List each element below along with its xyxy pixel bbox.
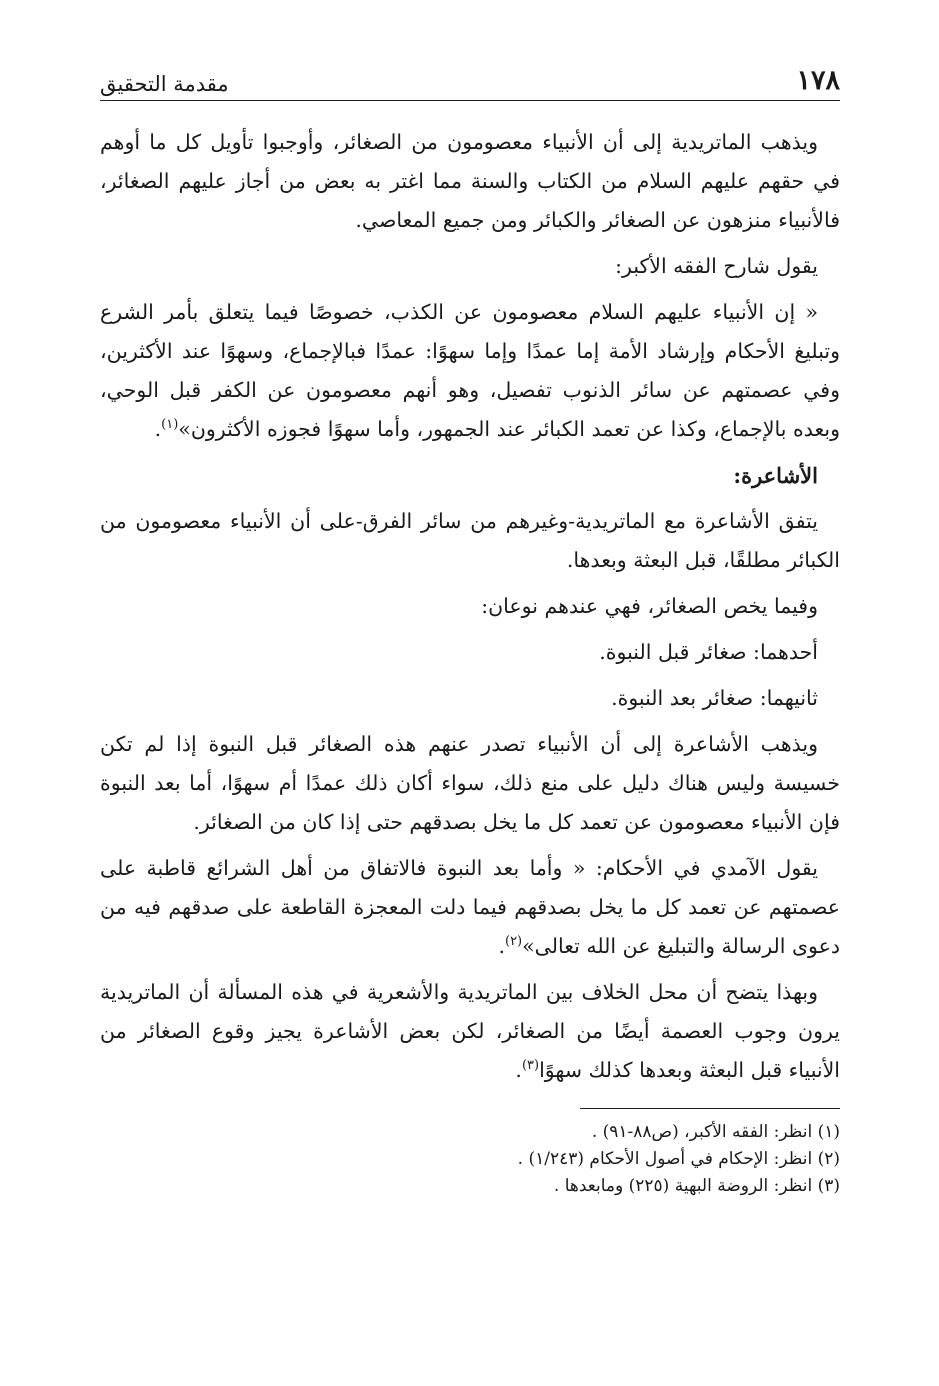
- page-number: ١٧٨: [796, 65, 840, 96]
- footnote-divider: [580, 1108, 840, 1109]
- paragraph-amidi-quote: يقول الآمدي في الأحكام: « وأما بعد النبوة فالاتفاق من أهل الشرائع قاطبة على عصمتهم عن تعمد كل ما يخل بصدقهم فيما دلت المعجزة القاطعة على صدقهم فيه من دعوى الرسالة والتبليغ عن الله تعالى»$^{(٢)}$.: [100, 856, 840, 958]
- paragraph-minor-sins-types: وفيما يخص الصغائر، فهي عندهم نوعان:: [481, 594, 818, 618]
- paragraph-conclusion: وبهذا يتضح أن محل الخلاف بين الماتريدية والأشعرية في هذه المسألة أن الماتريدية يرون وجوب العصمة أيضًا من الصغائر، لكن بعض الأشاعرة يجيز وقوع الصغائر من الأنبياء قبل البعثة وبعدها كذلك سهوًا$^{(٣)}$.: [100, 980, 840, 1082]
- conclusion-text: وبهذا يتضح أن محل الخلاف بين الماتريدية والأشعرية في هذه المسألة أن الماتريدية يرون وجوب العصمة أيضًا من الصغائر، لكن بعض الأشاعرة يجيز وقوع الصغائر من الأنبياء قبل البعثة وبعدها كذلك سهوًا: [100, 980, 840, 1082]
- paragraph-quote-fiqh-akbar: « إن الأنبياء عليهم السلام معصومون عن الكذب، خصوصًا فيما يتعلق بأمر الشرع وتبليغ الأحكام وإرشاد الأمة إما عمدًا وإما سهوًا: عمدًا فبالإجماع، وسهوًا عند الأكثرين، وفي عصمتهم عن سائر الذنوب تفصيل، وهو أنهم معصومون عن الكفر قبل الوحي، وبعده بالإجماع، وكذا عن تعمد الكبائر عند الجمهور، وأما سهوًا فجوزه الأكثرون»$^{(١)}$.: [100, 300, 840, 441]
- footnote-ref-3: (٣): [521, 1058, 540, 1074]
- main-text: [100, 123, 840, 1090]
- footnote-2: (٢) انظر: الإحكام في أصول الأحكام (١/٢٤٣) .: [517, 1149, 840, 1169]
- footnote-3: (٣) انظر: الروضة البهية (٢٢٥) ومابعدها .: [553, 1176, 840, 1196]
- book-page: [100, 52, 840, 1200]
- running-header: [100, 52, 840, 101]
- paragraph-ashaira-agreement: يتفق الأشاعرة مع الماتريدية-وغيرهم من سائر الفرق-على أن الأنبياء معصومون من الكبائر مطلقًا، قبل البعثة وبعدها.: [100, 509, 840, 572]
- quote-text: « إن الأنبياء عليهم السلام معصومون عن الكذب، خصوصًا فيما يتعلق بأمر الشرع وتبليغ الأحكام وإرشاد الأمة إما عمدًا وإما سهوًا: عمدًا فبالإجماع، وسهوًا عند الأكثرين، وفي عصمتهم عن سائر الذنوب تفصيل، وهو أنهم معصومون عن الكفر قبل الوحي، وبعده بالإجماع، وكذا عن تعمد الكبائر عند الجمهور، وأما سهوًا فجوزه الأكثرون»: [100, 300, 840, 441]
- paragraph-maturidi-view: ويذهب الماتريدية إلى أن الأنبياء معصومون من الصغائر، وأوجبوا تأويل كل ما أوهم في حقهم عليهم السلام من الكتاب والسنة مما اغتر به بعض من أجاز عليهم الصغائر، فالأنبياء منزهون عن الصغائر والكبائر ومن جميع المعاصي.: [100, 130, 840, 232]
- amidi-quote-text: يقول الآمدي في الأحكام: « وأما بعد النبوة فالاتفاق من أهل الشرائع قاطبة على عصمتهم عن تعمد كل ما يخل بصدقهم فيما دلت المعجزة القاطعة على صدقهم فيه من دعوى الرسالة والتبليغ عن الله تعالى»: [100, 856, 840, 958]
- paragraph-type-one: أحدهما: صغائر قبل النبوة.: [599, 640, 818, 664]
- header-title: مقدمة التحقيق: [100, 72, 229, 96]
- section-heading-ashaira: الأشاعرة:: [733, 463, 818, 488]
- footnote-ref-1: (١): [161, 417, 179, 433]
- paragraph-type-two: ثانيهما: صغائر بعد النبوة.: [611, 686, 818, 710]
- footnote-ref-2: (٢): [504, 934, 523, 950]
- footnote-1: (١) انظر: الفقه الأكبر، (ص٨٨-٩١) .: [591, 1122, 840, 1142]
- footnotes: [100, 1119, 840, 1200]
- paragraph-ashaira-view: ويذهب الأشاعرة إلى أن الأنبياء تصدر عنهم هذه الصغائر قبل النبوة إذا لم تكن خسيسة وليس هناك دليل على منع ذلك، سواء أكان ذلك عمدًا أم سهوًا، أما بعد النبوة فإن الأنبياء معصومون عن تعمد كل ما يخل بصدقهم حتى إذا كان من الصغائر.: [100, 732, 840, 834]
- paragraph-quote-intro: يقول شارح الفقه الأكبر:: [615, 254, 818, 278]
